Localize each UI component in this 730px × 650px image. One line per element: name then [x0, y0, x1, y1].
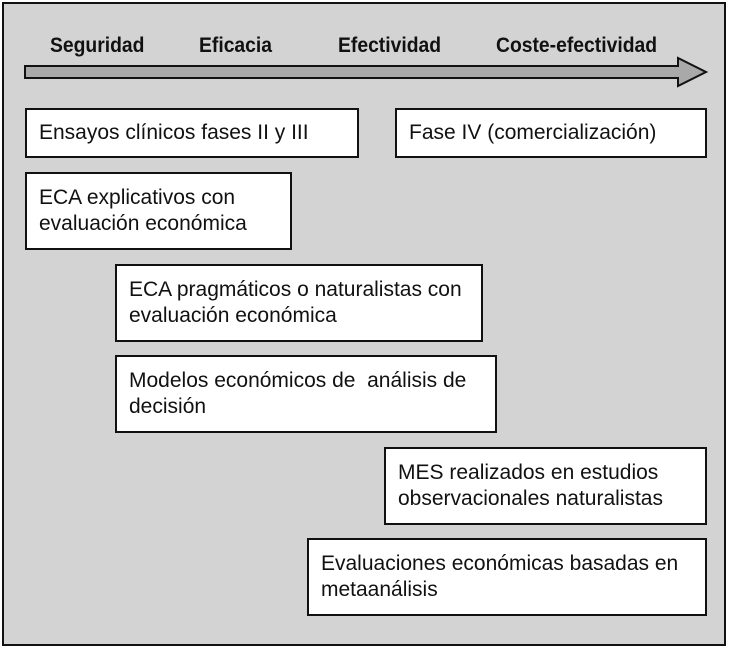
box-metaanalisis: [307, 538, 707, 616]
box-fase-iv: [395, 108, 707, 158]
box-fase-iv-text: Fase IV (comercialización): [409, 121, 657, 144]
stage-seguridad: Seguridad: [50, 34, 145, 57]
box-metaanalisis-text: Evaluaciones económicas basadas en metaanálisis: [321, 552, 679, 601]
stage-eficacia: Eficacia: [199, 34, 273, 57]
box-eca-pragmaticos-text: ECA pragmáticos o naturalistas con evaluación económica: [129, 278, 462, 327]
box-mes-observacionales-text: MES realizados en estudios observacionales naturalistas: [398, 461, 663, 510]
box-mes-observacionales: [384, 447, 707, 525]
timeline-arrow: [0, 0, 730, 100]
arrow-shape: [25, 58, 706, 86]
box-eca-explicativos: [25, 172, 292, 250]
box-ensayos-clinicos: [25, 108, 359, 158]
box-modelos-economicos: [115, 355, 497, 433]
stage-efectividad: Efectividad: [338, 34, 442, 57]
box-ensayos-clinicos-text: Ensayos clínicos fases II y III: [39, 121, 309, 144]
box-modelos-economicos-text: Modelos económicos de análisis de decisión: [129, 369, 473, 418]
box-eca-pragmaticos: [115, 264, 483, 342]
stage-coste-efectividad: Coste-efectividad: [496, 34, 658, 57]
box-eca-explicativos-text: ECA explicativos con evaluación económica: [39, 186, 247, 235]
